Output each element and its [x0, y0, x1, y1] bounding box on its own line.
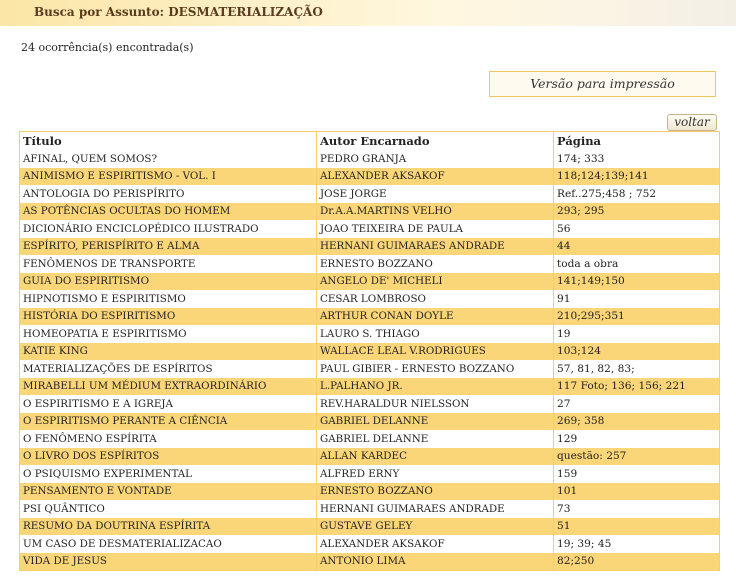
table-row [20, 448, 720, 466]
table-header-row [20, 132, 720, 151]
table-row [20, 465, 720, 483]
table-row [20, 535, 720, 553]
cell-title: AFINAL, QUEM SOMOS? [20, 150, 317, 168]
table-row [20, 220, 720, 238]
result-count: 24 ocorrência(s) encontrada(s) [21, 41, 194, 54]
cell-page: 56 [554, 220, 720, 238]
cell-page: 269; 358 [554, 413, 720, 431]
page-title: Busca por Assunto: DESMATERIALIZAÇÃO [34, 5, 323, 19]
results-table [19, 131, 720, 571]
page-header [0, 0, 736, 26]
table-row [20, 483, 720, 501]
table-row [20, 500, 720, 518]
table-row [20, 308, 720, 326]
cell-author: ALLAN KARDEC [317, 448, 554, 466]
cell-title: FENÔMENOS DE TRANSPORTE [20, 255, 317, 273]
cell-author: ALEXANDER AKSAKOF [317, 535, 554, 553]
cell-author: WALLACE LEAL V.RODRIGUES [317, 343, 554, 361]
cell-page: questão: 257 [554, 448, 720, 466]
cell-author: PEDRO GRANJA [317, 150, 554, 168]
table-row [20, 553, 720, 571]
cell-title: O FENÔMENO ESPÍRITA [20, 430, 317, 448]
table-row [20, 150, 720, 168]
cell-author: GABRIEL DELANNE [317, 430, 554, 448]
cell-author: ANTONIO LIMA [317, 553, 554, 571]
cell-author: ERNESTO BOZZANO [317, 255, 554, 273]
column-header-author: Autor Encarnado [317, 132, 554, 151]
cell-page: 19 [554, 325, 720, 343]
cell-author: HERNANI GUIMARAES ANDRADE [317, 238, 554, 256]
table-row [20, 430, 720, 448]
table-row [20, 413, 720, 431]
table-row [20, 168, 720, 186]
table-row [20, 185, 720, 203]
table-row [20, 343, 720, 361]
cell-author: JOSE JORGE [317, 185, 554, 203]
column-header-page: Página [554, 132, 720, 151]
table-row [20, 203, 720, 221]
table-row [20, 395, 720, 413]
cell-title: UM CASO DE DESMATERIALIZACAO [20, 535, 317, 553]
cell-author: ERNESTO BOZZANO [317, 483, 554, 501]
cell-page: 51 [554, 518, 720, 536]
cell-author: GUSTAVE GELEY [317, 518, 554, 536]
cell-page: 141;149;150 [554, 273, 720, 291]
cell-title: O ESPIRITISMO PERANTE A CIÊNCIA [20, 413, 317, 431]
table-row [20, 325, 720, 343]
results-table-body [20, 150, 720, 571]
cell-author: PAUL GIBIER - ERNESTO BOZZANO [317, 360, 554, 378]
cell-title: RESUMO DA DOUTRINA ESPÍRITA [20, 518, 317, 536]
cell-author: ANGELO DE' MICHELI [317, 273, 554, 291]
cell-title: VIDA DE JESUS [20, 553, 317, 571]
cell-page: 19; 39; 45 [554, 535, 720, 553]
cell-author: ALEXANDER AKSAKOF [317, 168, 554, 186]
cell-title: O PSIQUISMO EXPERIMENTAL [20, 465, 317, 483]
cell-author: CESAR LOMBROSO [317, 290, 554, 308]
table-row [20, 273, 720, 291]
cell-title: O LIVRO DOS ESPÍRITOS [20, 448, 317, 466]
table-row [20, 518, 720, 536]
cell-page: 91 [554, 290, 720, 308]
cell-author: REV.HARALDUR NIELSSON [317, 395, 554, 413]
cell-page: 159 [554, 465, 720, 483]
cell-page: 174; 333 [554, 150, 720, 168]
column-header-title: Título [20, 132, 317, 151]
cell-title: HOMEOPATIA E ESPIRITISMO [20, 325, 317, 343]
cell-page: 27 [554, 395, 720, 413]
cell-page: 117 Foto; 136; 156; 221 [554, 378, 720, 396]
cell-page: 44 [554, 238, 720, 256]
cell-page: 82;250 [554, 553, 720, 571]
cell-title: AS POTÊNCIAS OCULTAS DO HOMEM [20, 203, 317, 221]
cell-title: PSI QUÂNTICO [20, 500, 317, 518]
table-row [20, 290, 720, 308]
cell-author: Dr.A.A.MARTINS VELHO [317, 203, 554, 221]
cell-author: ARTHUR CONAN DOYLE [317, 308, 554, 326]
cell-author: LAURO S. THIAGO [317, 325, 554, 343]
table-row [20, 238, 720, 256]
cell-title: MIRABELLI UM MÉDIUM EXTRAORDINÁRIO [20, 378, 317, 396]
cell-title: ANIMISMO E ESPIRITISMO - VOL. I [20, 168, 317, 186]
cell-title: DICIONÁRIO ENCICLOPÉDICO ILUSTRADO [20, 220, 317, 238]
cell-title: KATIE KING [20, 343, 317, 361]
cell-title: MATERIALIZAÇÕES DE ESPÍRITOS [20, 360, 317, 378]
cell-author: GABRIEL DELANNE [317, 413, 554, 431]
table-row [20, 378, 720, 396]
table-row [20, 360, 720, 378]
cell-author: JOAO TEIXEIRA DE PAULA [317, 220, 554, 238]
back-button[interactable]: voltar [667, 114, 717, 131]
table-row [20, 255, 720, 273]
cell-title: PENSAMENTO E VONTADE [20, 483, 317, 501]
cell-title: ESPÍRITO, PERISPÍRITO E ALMA [20, 238, 317, 256]
cell-title: ANTOLOGIA DO PERISPÍRITO [20, 185, 317, 203]
cell-title: GUIA DO ESPIRITISMO [20, 273, 317, 291]
cell-page: 103;124 [554, 343, 720, 361]
cell-page: 210;295;351 [554, 308, 720, 326]
cell-page: 73 [554, 500, 720, 518]
cell-page: 57, 81, 82, 83; [554, 360, 720, 378]
cell-page: 129 [554, 430, 720, 448]
cell-author: L.PALHANO JR. [317, 378, 554, 396]
cell-title: HIPNOTISMO E ESPIRITISMO [20, 290, 317, 308]
cell-page: toda a obra [554, 255, 720, 273]
cell-author: HERNANI GUIMARAES ANDRADE [317, 500, 554, 518]
cell-page: 118;124;139;141 [554, 168, 720, 186]
cell-page: 101 [554, 483, 720, 501]
cell-title: O ESPIRITISMO E A IGREJA [20, 395, 317, 413]
cell-author: ALFRED ERNY [317, 465, 554, 483]
cell-page: 293; 295 [554, 203, 720, 221]
print-version-button[interactable]: Versão para impressão [489, 71, 716, 97]
cell-title: HISTÓRIA DO ESPIRITISMO [20, 308, 317, 326]
cell-page: Ref..275;458 ; 752 [554, 185, 720, 203]
